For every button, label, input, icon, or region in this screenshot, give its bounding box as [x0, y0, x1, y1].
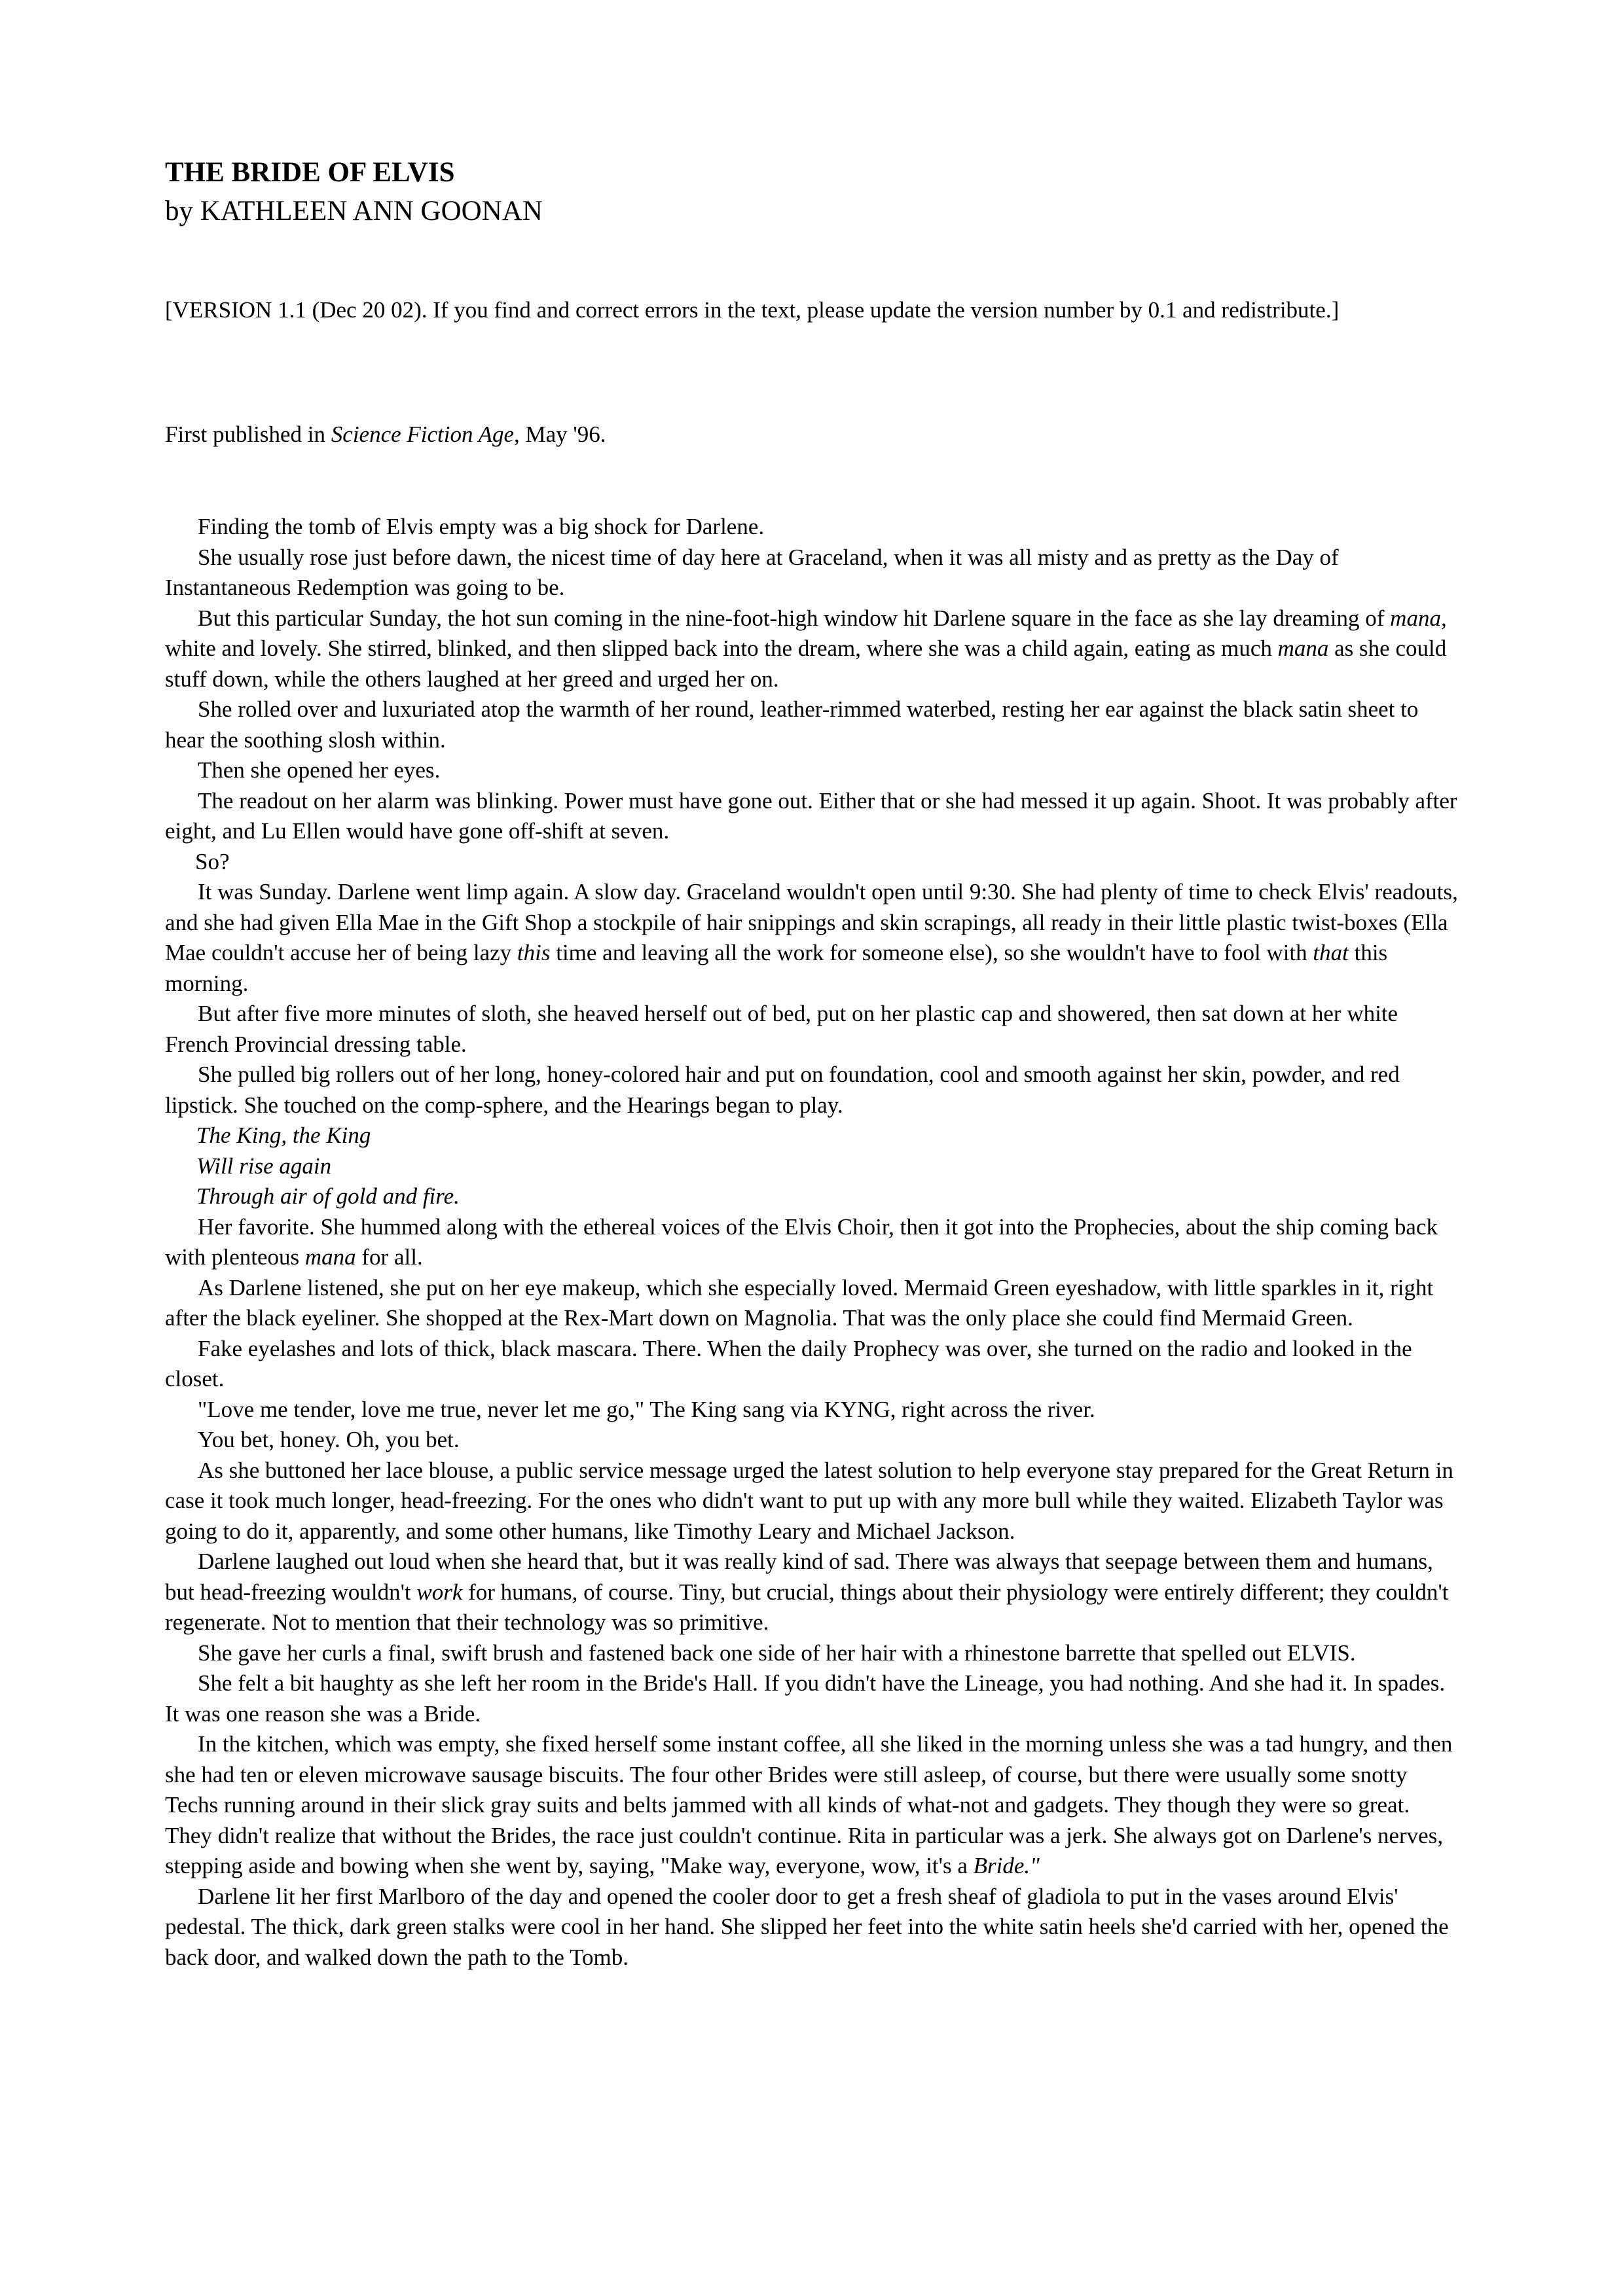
paragraph: [165, 603, 1458, 695]
paragraph: You bet, honey. Oh, you bet.: [198, 1427, 460, 1452]
paragraph: She usually rose just before dawn, the nicest time of day here at Graceland, when it was all misty and as pretty as the Day of Instantaneous Redemption was going to be.: [165, 544, 1339, 600]
text-run: this morning.: [165, 940, 1388, 996]
text-run: Her favorite. She hummed along with the ethereal voices of the Elvis Choir, then it got into the Prophecies, about the ship coming back with plenteous: [165, 1213, 1438, 1270]
paragraph: As she buttoned her lace blouse, a public service message urged the latest solution to help everyone stay prepared for the Great Return in case it took much longer, head-freezing. For the ones who didn't want to put up with any more bull while they waited. Elizabeth Taylor was going to do it, apparently, and some other humans, like Timothy Leary and Michael Jackson.: [165, 1457, 1453, 1544]
verse-line: Through air of gold and fire.: [196, 1183, 460, 1209]
paragraph: Fake eyelashes and lots of thick, black mascara. There. When the daily Prophecy was over, she turned on the radio and looked in the closet.: [165, 1335, 1412, 1391]
verse-line: The King, the King: [196, 1122, 371, 1148]
text-run: Darlene laughed out loud when she heard that, but it was really kind of sad. There was always that seepage between them and humans, but head-freezing wouldn't: [165, 1549, 1433, 1605]
story-body: [165, 512, 1458, 1973]
paragraph: [165, 1547, 1458, 1638]
publication-prefix: First published in: [165, 422, 331, 447]
paragraph: She felt a bit haughty as she left her room in the Bride's Hall. If you didn't have the Lineage, you had nothing. And she had it. In spades. It was one reason she was a Bride.: [165, 1670, 1446, 1727]
text-run: as she could stuff down, while the others laughed at her greed and urged her on.: [165, 636, 1447, 692]
text-run: for humans, of course. Tiny, but crucial, things about their physiology were entirely different; they couldn't regenerate. Not to mention that their technology was so primitive.: [165, 1579, 1449, 1635]
text-run: But this particular Sunday, the hot sun coming in the nine-foot-high window hit Darlene square in the face as she lay dreaming of: [198, 605, 1391, 631]
paragraph: She rolled over and luxuriated atop the warmth of her round, leather-rimmed waterbed, resting her ear against the black satin sheet to hear the soothing slosh within.: [165, 696, 1419, 753]
story-title: THE BRIDE OF ELVIS: [165, 157, 455, 188]
paragraph: So?: [195, 848, 230, 874]
paragraph: The readout on her alarm was blinking. Power must have gone out. Either that or she had messed it up again. Shoot. It was probably after eight, and Lu Ellen would have gone off-shift at seven.: [165, 787, 1457, 844]
paragraph: [165, 1729, 1458, 1882]
paragraph: As Darlene listened, she put on her eye makeup, which she especially loved. Mermaid Green eyeshadow, with little sparkles in it, right after the black eyeliner. She shopped at the Rex-Mart down on Magnolia. That was the only place she could find Mermaid Green.: [165, 1274, 1434, 1331]
text-run: for all.: [356, 1244, 423, 1270]
text-run: white and lovely. She stirred, blinked, and then slipped back into the dream, where she was a child again, eating as much: [165, 636, 1278, 661]
text-run: In the kitchen, which was empty, she fixed herself some instant coffee, all she liked in the morning unless she was a tad hungry, and then she had ten or eleven microwave sausage biscuits. The four other Brides were still asleep, of course, but there were usually some snotty Techs running around in their slick gray suits and belts jammed with all kinds of what-not and gadgets. They though they were so great. They didn't realize that without the Brides, the race just couldn't continue. Rita in particular was a jerk. She always got on Darlene's nerves, stepping aside and bowing when she went by, saying, "Make way, everyone, wow, it's a: [165, 1731, 1453, 1878]
paragraph: Darlene lit her first Marlboro of the day and opened the cooler door to get a fresh sheaf of gladiola to put in the vases around Elvis' pedestal. The thick, dark green stalks were cool in her hand. She slipped her feet into the white satin heels she'd carried with her, opened the back door, and walked down the path to the Tomb.: [165, 1883, 1449, 1970]
paragraph: [165, 877, 1458, 999]
paragraph: Finding the tomb of Elvis empty was a big shock for Darlene.: [198, 514, 765, 539]
paragraph: But after five more minutes of sloth, she heaved herself out of bed, put on her plastic cap and showered, then sat down at her white French Provincial dressing table.: [165, 1001, 1398, 1057]
text-run: It was Sunday. Darlene went limp again. A slow day. Graceland wouldn't open until 9:30. She had plenty of time to check Elvis' readouts, and she had given Ella Mae in the Gift Shop a stockpile of hair snippings and skin scrapings, all ready in their little plastic twist-boxes (Ella Mae couldn't accuse her of being lazy: [165, 879, 1458, 965]
paragraph: [165, 1212, 1458, 1273]
version-note: [VERSION 1.1 (Dec 20 02). If you find and correct errors in the text, please update the version number by 0.1 and redistribute.]: [165, 297, 1340, 323]
paragraph: She gave her curls a final, swift brush and fastened back one side of her hair with a rhinestone barrette that spelled out ELVIS.: [198, 1640, 1356, 1666]
italic-run: mana,: [1390, 605, 1447, 631]
publication-suffix: , May '96.: [514, 422, 606, 447]
author-byline: by KATHLEEN ANN GOONAN: [165, 196, 543, 226]
verse-line: Will rise again: [196, 1153, 332, 1179]
magazine-name: Science Fiction Age: [331, 422, 515, 447]
italic-run: Bride.": [973, 1853, 1040, 1878]
italic-run: work: [416, 1579, 463, 1605]
italic-run: that: [1313, 940, 1349, 965]
publication-info: [165, 419, 606, 450]
text-run: time and leaving all the work for someone else), so she wouldn't have to fool with: [550, 940, 1313, 965]
italic-run: mana: [304, 1244, 356, 1270]
italic-run: mana: [1277, 636, 1329, 661]
paragraph: Then she opened her eyes.: [198, 757, 441, 783]
paragraph: She pulled big rollers out of her long, honey-colored hair and put on foundation, cool and smooth against her skin, powder, and red lipstick. She touched on the comp-sphere, and the Hearings began to play.: [165, 1062, 1400, 1118]
paragraph: "Love me tender, love me true, never let me go," The King sang via KYNG, right across the river.: [198, 1396, 1095, 1422]
italic-run: this: [517, 940, 551, 965]
